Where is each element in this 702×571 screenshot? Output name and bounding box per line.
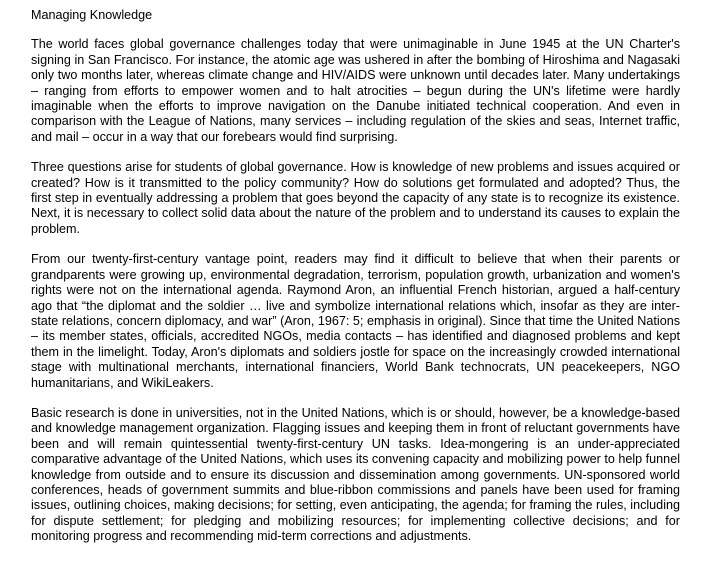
document-page bbox=[31, 8, 680, 545]
section-heading: Managing Knowledge bbox=[31, 8, 153, 22]
paragraph-global-governance-challenges: The world faces global governance challenges today that were unimaginable in June 1945 at the UN Charter's signing in San Francisco. For instance, the atomic age was ushered in after the bombing of Hiroshima and Nagasaki only two months later, whereas climate change and HIV/AIDS were unknown until decades later. Many undertakings – ranging from efforts to empower women and to halt atrocities – begun during the UN's lifetime were hardly imaginable when the efforts to improve navigation on the Danube initiated technical cooperation. And even in comparison with the League of Nations, many services – including regulation of the skies and seas, Internet traffic, and mail – occur in a way that our forebears would find surprising. bbox=[31, 37, 680, 144]
paragraph-twenty-first-century-vantage: From our twenty-first-century vantage point, readers may find it difficult to believe that when their parents or grandparents were growing up, environmental degradation, terrorism, population growth, urbanization and women's rights were not on the international agenda. Raymond Aron, an influential French historian, argued a half-century ago that “the diplomat and the soldier … live and symbolize international relations which, insofar as they are inter-state relations, concern diplomacy, and war” (Aron, 1967: 5; emphasis in original). Since that time the United Nations – its member states, officials, accredited NGOs, media contacts – has identified and diagnosed problems and kept them in the limelight. Today, Aron's diplomats and soldiers jostle for space on the increasingly crowded international stage with multinational merchants, international financiers, World Bank technocrats, UN peacekeepers, NGO humanitarians, and WikiLeakers. bbox=[31, 252, 680, 390]
paragraph-three-questions: Three questions arise for students of global governance. How is knowledge of new problems and issues acquired or created? How is it transmitted to the policy community? How do solutions get formulated and adopted? Thus, the first step in eventually addressing a problem that goes beyond the capacity of any state is to recognize its existence. Next, it is necessary to collect solid data about the nature of the problem and to understand its causes to explain the problem. bbox=[31, 160, 680, 236]
paragraph-basic-research: Basic research is done in universities, not in the United Nations, which is or should, however, be a knowledge-based and knowledge management organization. Flagging issues and keeping them in front of reluctant governments have been and will remain quintessential twenty-first-century UN tasks. Idea-mongering is an under-appreciated comparative advantage of the United Nations, which uses its convening capacity and mobilizing power to help funnel knowledge from outside and to ensure its discussion and dissemination among governments. UN-sponsored world conferences, heads of government summits and blue-ribbon commissions and panels have been used for framing issues, outlining choices, making decisions; for setting, even anticipating, the agenda; for framing the rules, including for dispute settlement; for pledging and mobilizing resources; for implementing collective decisions; and for monitoring progress and recommending mid-term corrections and adjustments. bbox=[31, 405, 680, 544]
